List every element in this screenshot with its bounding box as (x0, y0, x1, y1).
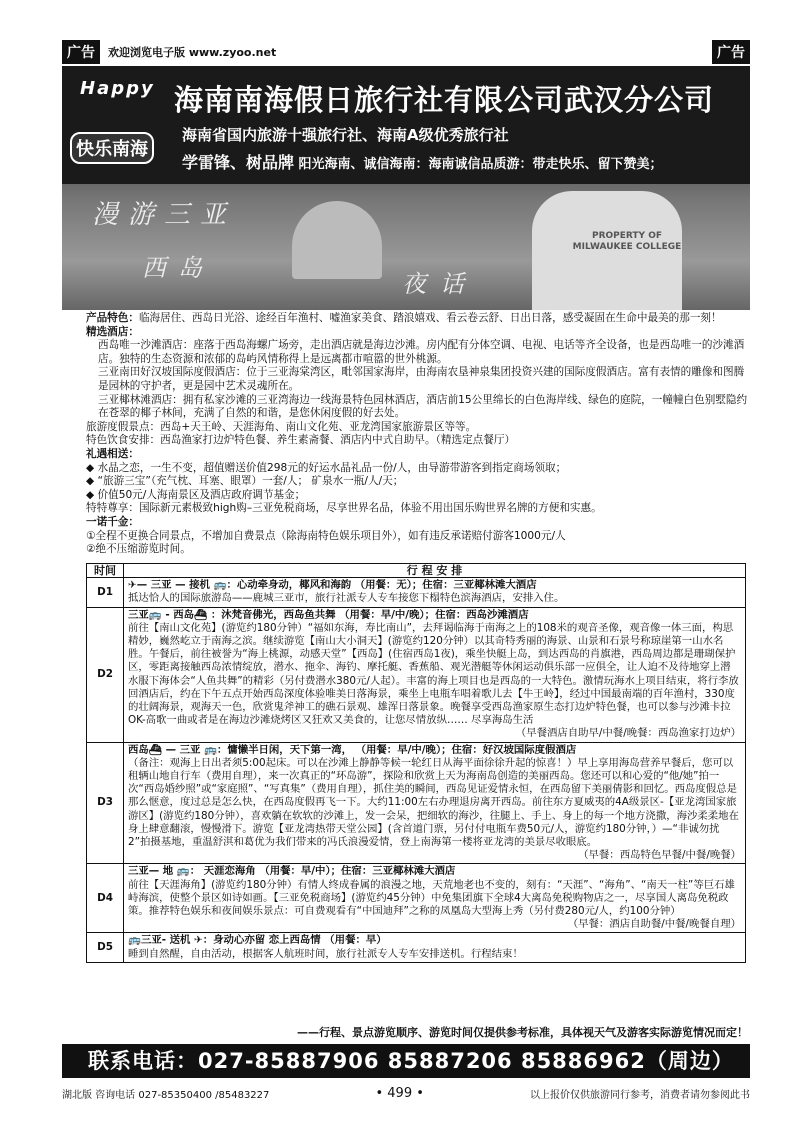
gift-title: 礼遇相送： (86, 447, 139, 460)
ad-label-right: 广告 (712, 40, 750, 64)
person-photo (532, 191, 682, 310)
day-body: 前往【天涯海角】(游览约180分钟）有情人终成眷属的浪漫之地，天荒地老也不变的，刻有：“天涯”、“海角”、“南天一柱”等巨石雄峙海滨，使整个景区如诗如画。【三亚免税商场】(游览约45分钟）中免集团旗下全球4大离岛免税购物店之一，尽享国人离岛免税政策。推荐特色娱乐和夜间娱乐景点：可自费观看有“中国迪拜”之称的凤凰岛大型海上秀（另付费280元/人，约100分钟） (128, 878, 735, 918)
day-label: D3 (87, 742, 124, 864)
contact-phone-bar: 联系电话：027-85887906 85887206 85886962（周边） (62, 1044, 750, 1078)
feature-label: 产品特色： (86, 312, 139, 324)
table-row (87, 933, 746, 962)
company-name: 海南南海假日旅行社有限公司武汉分公司 (174, 83, 715, 117)
poem-line-2: 西岛 (142, 254, 214, 282)
day-head: 三亚— 地 🚌： 天涯恋海角 （用餐：早/中）；住宿：三亚椰林滩大酒店 (128, 865, 456, 878)
company-slogan (182, 150, 663, 173)
couple-silhouette-image (292, 201, 382, 279)
day-head: 西岛⛴ — 三亚 🚌：慵懒半日闲，天下第一湾， （用餐：早/中/晚）；住宿：好汉坡国际度假酒店 (128, 743, 577, 756)
day-label: D4 (87, 864, 124, 933)
logo-subtitle: 快乐南海 (70, 132, 154, 164)
day-head: ✈— 三亚 — 接机 🚌：心动牵身动，椰风和海韵 （用餐：无）；住宿：三亚椰林滩大酒店 (128, 579, 537, 592)
welcome-text[interactable]: 欢迎浏览电子版 www.zyoo.net (108, 46, 277, 59)
shirt-print: PROPERTY OF MILWAUKEE COLLEGE (572, 231, 682, 252)
slogan-names: 学雷锋、树品牌 (182, 153, 295, 172)
table-header-row (87, 564, 746, 578)
day-detail (124, 742, 746, 864)
hotel-3: 三亚椰林滩酒店：拥有私家沙滩的三亚湾海边一线海景特色园林酒店，酒店前15公里绵长的白色海岸线、绿色的庭院，一幢幢白色别墅隐约在苍翠的椰子林间，充满了自然的和谐，是您休闲度假的好去处。 (98, 393, 748, 420)
day-detail (124, 607, 746, 742)
hero-header (62, 66, 750, 184)
table-row (87, 864, 746, 933)
special-offer: 特特尊享：国际新元素极致high购–三亚免税商场，尽享世界名品，体验不用出国乐购世界名牌的方便和实惠。 (86, 502, 602, 515)
table-row (87, 578, 746, 607)
table-row (87, 607, 746, 742)
poem-line-1: 漫游三亚 (92, 200, 237, 230)
slogan-rest: 阳光海南、诚信海南：海南诚信品质游：带走快乐、留下赞美； (298, 157, 663, 172)
hotel-title: 精选酒店： (86, 325, 139, 338)
gift-2: ◆ “旅游三宝”（充气枕、耳塞、眼罩）一套/人； 矿泉水一瓶/人/天； (86, 475, 404, 488)
footer-right: 以上报价仅供旅游同行参考，消费者请勿参阅此书 (529, 1090, 750, 1101)
top-bar (62, 40, 750, 64)
gift-3: ◆ 价值50元/人海南景区及酒店政府调节基金； (86, 488, 306, 501)
itinerary-table (86, 563, 746, 963)
feature-paragraph (86, 312, 750, 326)
scenic-spots: 旅游度假景点：西岛+天王岭、天涯海角、南山文化苑、亚龙湾国家旅游景区等等。 (86, 420, 477, 433)
day-head: 🚌三亚- 送机 ✈：身动心亦留 恋上西岛情 （用餐：早） (128, 934, 387, 947)
promise-title: 一诺千金： (86, 515, 139, 528)
poem-line-3: 夜话 (402, 270, 478, 298)
food-arrangement: 特色饮食安排：西岛渔家打边炉特色餐、养生素斋餐、酒店内中式自助早。（精选定点餐厅） (86, 434, 516, 447)
day-detail (124, 933, 746, 962)
day-meal: （早餐酒店自助早/中餐/晚餐：西岛渔家打边炉） (515, 727, 741, 740)
col-plan: 行 程 安 排 (124, 564, 746, 578)
day-label: D2 (87, 607, 124, 742)
promise-2: ②绝不压缩游览时间。 (86, 543, 191, 556)
day-meal: （早餐：酒店自助餐/中餐/晚餐自理） (567, 918, 741, 931)
company-rank: 海南省国内旅游十强旅行社、海南A级优秀旅行社 (182, 126, 509, 144)
promise-1: ①全程不更换合同景点，不增加自费景点（除海南特色娱乐项目外），如有违反承诺赔付游客1000元/人 (86, 529, 566, 542)
logo-happy-text: Happy (80, 78, 155, 99)
day-label: D5 (87, 933, 124, 962)
hero-banner (62, 66, 750, 310)
day-body: 睡到自然醒，自由活动，根据客人航班时间，旅行社派专人专车安排送机。行程结束！ (128, 947, 523, 960)
col-time: 时间 (87, 564, 124, 578)
footer (62, 1086, 750, 1101)
ad-label-left: 广告 (62, 40, 100, 64)
footer-left: 湖北版 咨询电话 027-85350400 /85483227 (62, 1090, 270, 1101)
gift-1: ◆ 水晶之恋，一生不变，超值赠送价值298元的好运水晶礼品一份/人，由导游带游客到指定商场领取； (86, 461, 567, 474)
day-body: （备注：观海上日出者须5:00起床。可以在沙滩上静静等候一轮红日从海平面徐徐升起的惊喜！）早上享用海岛营养早餐后，您可以租辆山地自行车（费用自理），来一次真正的“环岛游”，探险和欣赏上天为海南岛创造的美丽西岛。您还可以和心爱的“他/她”拍一次“西岛婚纱照”或“家庭照”、“写真集”（费用自理），抓住美的瞬间，西岛见证爱情永恒，在西岛留下美丽倩影和回忆。西岛度假总是那么惬意，度过总是怎么快，在西岛度假再飞一下。大约11:00左右办理退房离开西岛。前往东方夏威夷的4A级景区-【亚龙湾国家旅游区】(游览约180分钟），喜欢躺在软软的沙滩上，发一会呆，把细软的海沙，往腿上、手上、身上的每一个地方浇撒，海沙柔柔地在身上肆意翻滚，慢慢滑下。游览【亚龙湾热带天堂公园】(含首道门票，另付付电瓶车费50元/人，游览约180分钟，）—“非诚勿扰2”拍摄基地，重温舒淇和葛优为我们带来的冯氏浪漫爱情，登上南海第一楼将亚龙湾的美景尽收眼底。 (128, 756, 739, 849)
logo (70, 74, 162, 166)
table-row (87, 742, 746, 864)
day-body: 前往【南山文化苑】(游览约180分钟）“福如东海，寿比南山”，去拜谒临海于南海之上的108米的观音圣像，观音像一体三面，构思精妙，巍然屹立于南海之滨。继续游览【南山大小洞天】(游览约120分钟）以其奇特秀丽的海景、山景和石景号称琼崖第一山水名胜。午餐后，前往被誉为“海上桃源，动感天堂”【西岛】(住宿西岛1夜)，乘坐快艇上岛，到达西岛的肖旗港，西岛周边都是珊瑚保护区，零距离接触西岛浓情绽放，潜水、拖伞、海钓、摩托艇、香蕉船、观光潜艇等休闲运动俱乐部一应俱全，让人迫不及待地穿上潜水服下海体会“人鱼共舞”的精彩（另付费潜水380元/人起）。丰富的海上项目也是西岛的一大特色。激情玩海水上项目结束，将行李放回酒店后，约在下午五点开始西岛深度体验唯美日落海景，乘坐上电瓶车唱着歌儿去【牛王岭】，经过中国最南端的百年渔村，330度的壮阔海景，观海天一色，欣赏鬼斧神工的礁石景观、雄浑日落景象。晚餐享受西岛渔家原生态打边炉特色餐，也可以参与沙滩卡拉OK-高歌一曲或者是在海边沙滩烧烤区又狂欢又美食的，让您尽情放纵…… 尽享海岛生活 (128, 621, 739, 727)
day-head: 三亚🚌 - 西岛⛴ ：沐梵音佛光，西岛鱼共舞 （用餐：早/中/晚）；住宿：西岛沙滩酒店 (128, 608, 529, 621)
day-label: D1 (87, 578, 124, 607)
hotel-2: 三亚南田好汉坡国际度假酒店：位于三亚海棠湾区，毗邻国家海岸，由海南农垦神泉集团投资兴建的国际度假酒店。富有表情的雕像和图腾是园林的守护者，更是园中艺术灵魂所在。 (98, 366, 745, 392)
day-meal: （早餐：西岛特色早餐/中餐/晚餐） (578, 849, 741, 862)
feature-text: 临海居住、西岛日光浴、途经百年渔村、嘘渔家美食、踏浪嬉戏、看云卷云舒、日出日落，感受凝固在生命中最美的那一刻！ (138, 312, 722, 324)
page-number: • 499 • (375, 1086, 424, 1101)
day-detail (124, 578, 746, 607)
day-body: 抵达恰人的国际旅游岛——鹿城三亚市，旅行社派专人专车接您下榻特色滨海酒店，安排入住。 (128, 592, 565, 605)
product-description (86, 312, 750, 557)
day-detail (124, 864, 746, 933)
disclaimer: ——行程、景点游览顺序、游览时间仅提供参考标准，具体视天气及游客实际游览情况而定！ (297, 1026, 748, 1039)
hotel-1: 西岛唯一沙滩酒店：座落于西岛海螺广场旁，走出酒店就是海边沙滩。房内配有分体空调、电视、电话等齐全设备，也是西岛唯一的沙滩酒店。独特的生态资源和浓郁的岛屿风情称得上是远离都市喧嚣的世外桃源。 (98, 339, 745, 365)
